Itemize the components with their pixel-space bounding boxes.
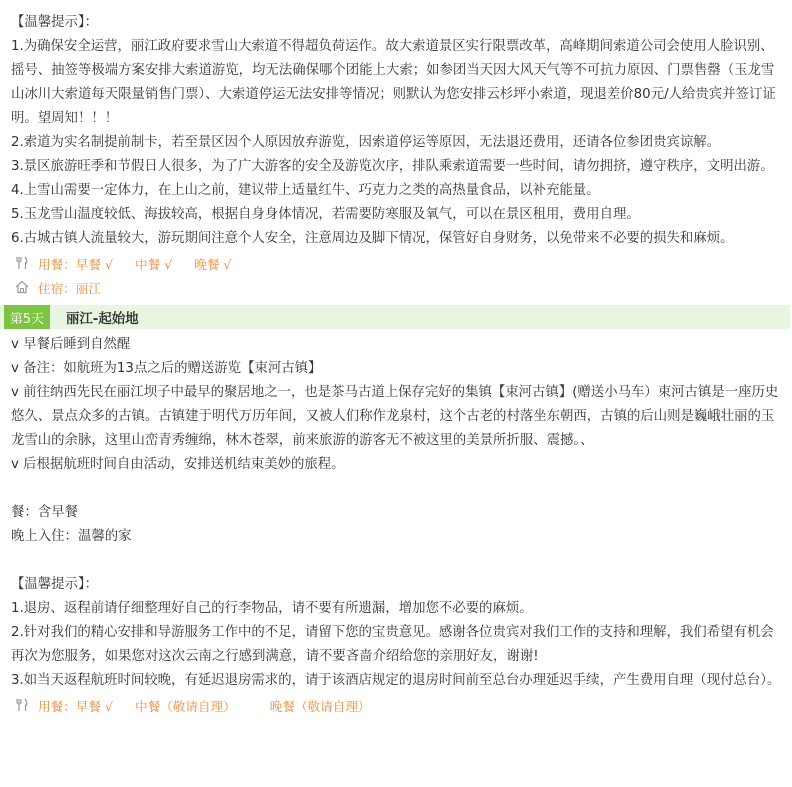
tips-section-day5 (0, 573, 792, 693)
tip-line: 5.玉龙雪山温度较低、海拔较高，根据自身身体情况，若需要防寒服及氧气，可以在景区租用，费用自理。 (11, 207, 640, 222)
itinerary-item: v 早餐后睡到自然醒 (11, 337, 131, 352)
meal-row (0, 693, 792, 717)
day-header-bar (0, 305, 790, 329)
tips-title: 【温馨提示】： (11, 577, 99, 592)
stay-note: 晚上入住：温馨的家 (11, 529, 132, 544)
day-title: 丽江-起始地 (66, 311, 139, 327)
itinerary-item: v 后根据航班时间自由活动，安排送机结束美妙的旅程。 (11, 457, 345, 472)
stay-label: 住宿： (38, 280, 76, 296)
tip-line: 3.如当天返程航班时间较晚，有延迟退房需求的，请于该酒店规定的退房时间前至总台办理延迟手续，产生费用自理（现付总台）。 (11, 673, 781, 688)
house-icon (14, 279, 30, 295)
lunch-status: 中餐（敬请自理） (135, 698, 236, 714)
fork-knife-icon (14, 255, 30, 271)
breakfast-status: 早餐 √ (75, 698, 113, 714)
tip-line: 3.景区旅游旺季和节假日人很多，为了广大游客的安全及游览次序，排队乘索道需要一些时间，请勿拥挤，遵守秩序，文明出游。 (11, 159, 774, 174)
lunch-status: 中餐 √ (135, 256, 173, 272)
meal-label: 用餐： (38, 256, 76, 272)
tip-line: 1.为确保安全运营，丽江政府要求雪山大索道不得超负荷运作。故大索道景区实行限票改革，高峰期间索道公司会使用人脸识别、摇号、抽签等极端方案安排大索道游览，均无法确保哪个团能上大索；如参团当天因大风天气等不可抗力原因、门票售罄（玉龙雪山冰川大索道每天限量销售门票）、大索道停运无法安排等情况；则默认为您安排云杉坪小索道，现退差价80元/人给贵宾并签订证明。望周知！！！ (11, 39, 776, 126)
tip-line: 6.古城古镇人流量较大，游玩期间注意个人安全，注意周边及脚下情况，保管好自身财务，以免带来不必要的损失和麻烦。 (11, 231, 734, 246)
dinner-status: 晚餐（敬请自理） (269, 698, 371, 714)
fork-knife-icon (14, 697, 30, 713)
tip-line: 4.上雪山需要一定体力，在上山之前，建议带上适量红牛、巧克力之类的高热量食品，以补充能量。 (11, 183, 600, 198)
day-badge: 第5天 (4, 305, 50, 329)
tips-title: 【温馨提示】： (11, 15, 99, 30)
breakfast-status: 早餐 √ (75, 256, 113, 272)
meal-label: 用餐： (38, 698, 76, 714)
itinerary-item: v 备注：如航班为13点之后的赠送游览【束河古镇】 (11, 361, 322, 376)
tip-line: 1.退房、返程前请仔细整理好自己的行李物品，请不要有所遗漏，增加您不必要的麻烦。 (11, 601, 533, 616)
meal-row (0, 251, 792, 275)
day5-content (0, 333, 792, 573)
stay-row (0, 275, 792, 299)
tip-line: 2.针对我们的精心安排和导游服务工作中的不足，请留下您的宝贵意见。感谢各位贵宾对我们工作的支持和理解，我们希望有机会再次为您服务，如果您对这次云南之行感到满意，请不要吝啬介绍给您的亲朋好友，谢谢! (11, 625, 774, 664)
stay-place: 丽江 (75, 280, 101, 296)
tips-section-day4 (0, 0, 792, 251)
meal-note: 餐：含早餐 (11, 505, 78, 520)
tip-line: 2.索道为实名制提前制卡，若至景区因个人原因放弃游览，因索道停运等原因，无法退还费用，还请各位参团贵宾谅解。 (11, 135, 721, 150)
itinerary-item: v 前往纳西先民在丽江坝子中最早的聚居地之一，也是茶马古道上保存完好的集镇【束河古镇】(赠送小马车）束河古镇是一座历史悠久、景点众多的古镇。古镇建于明代万历年间，又被人们称作龙泉村，这个古老的村落坐东朝西，古镇的后山则是巍峨壮丽的玉龙雪山的余脉，这里山峦青秀缠绵，林木苍翠，前来旅游的游客无不被这里的美景所折服、震撼。、 (11, 385, 779, 448)
dinner-status: 晚餐 √ (194, 256, 232, 272)
